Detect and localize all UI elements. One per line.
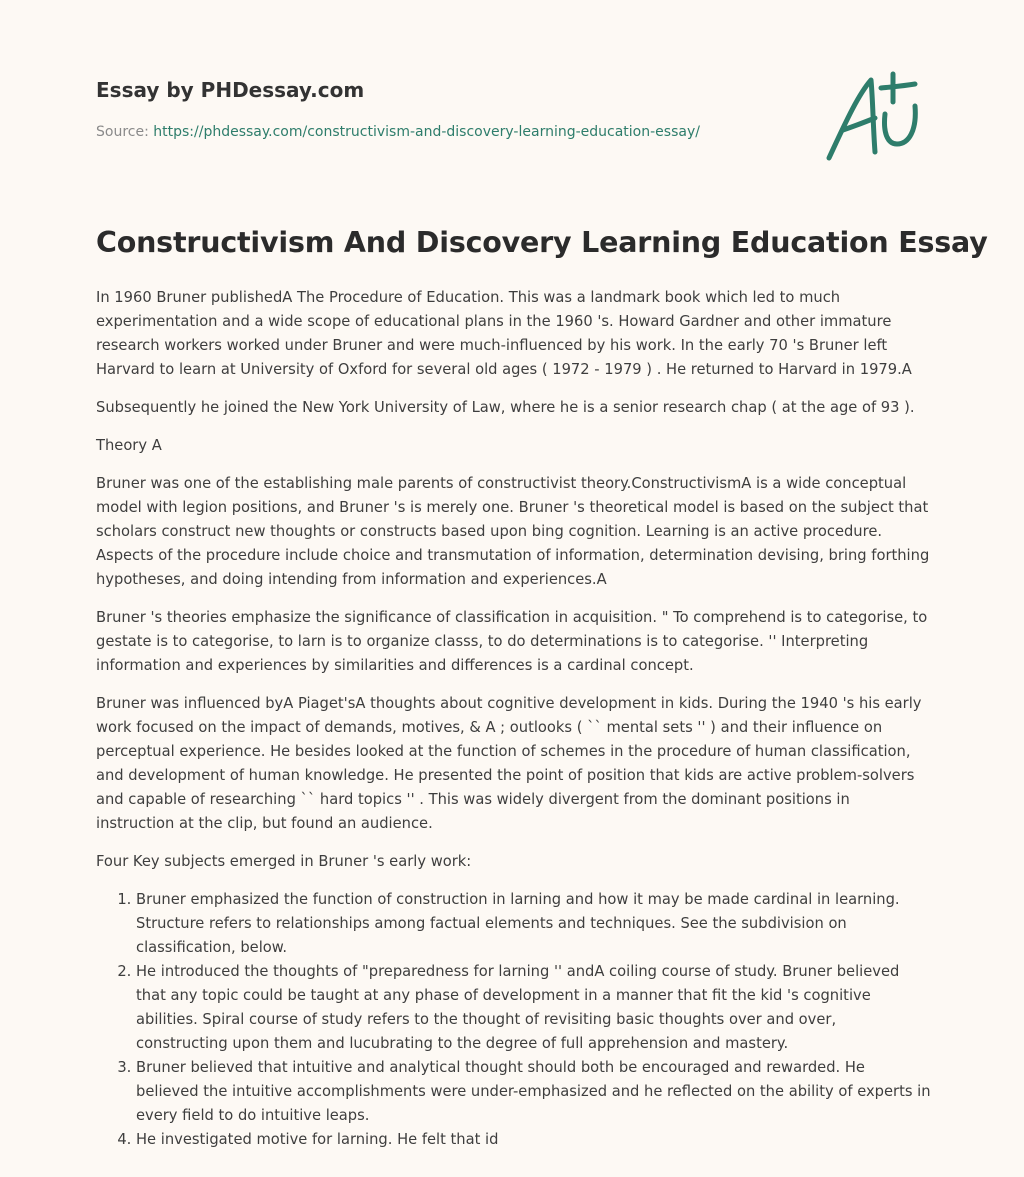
essay-page xyxy=(96,0,988,1148)
source-label: Source: xyxy=(96,124,154,140)
list-item: 2. He introduced the thoughts of "preparedness for larning '' andA coiling course of study. Bruner believed that any topic could be taught at any phase of development in a manner that fit the kid 's cognitive abilities. Spiral course of study refers to the thought of revisiting basic thoughts over and over, constructing upon them and lucubrating to the degree of full apprehension and mastery. xyxy=(136,960,932,1056)
essay-title: Constructivism And Discovery Learning Education Essay xyxy=(96,226,988,259)
a-plus-logo-icon xyxy=(823,68,927,164)
list-item: 3. Bruner believed that intuitive and analytical thought should both be encouraged and rewarded. He believed the intuitive accomplishments were under-emphasized and he reflected on the ability of experts in every field to do intuitive leaps. xyxy=(136,1056,932,1128)
source-link[interactable]: https://phdessay.com/constructivism-and-discovery-learning-education-essay/ xyxy=(153,124,700,140)
paragraph: Bruner was one of the establishing male parents of constructivist theory.ConstructivismA is a wide conceptual model with legion positions, and Bruner 's is merely one. Bruner 's theoretical model is based on the subject that scholars construct new thoughts or constructs based upon bing cognition. Learning is an active procedure. Aspects of the procedure include choice and transmutation of information, determination devising, bring forthing hypotheses, and doing intending from information and experiences.A xyxy=(96,475,930,588)
paragraph: Four Key subjects emerged in Bruner 's early work: xyxy=(96,853,472,870)
key-subjects-list xyxy=(96,888,932,1152)
page-header xyxy=(96,0,932,200)
site-brand: Essay by PHDessay.com xyxy=(96,78,365,102)
source-line xyxy=(96,124,700,140)
paragraph: Bruner 's theories emphasize the significance of classification in acquisition. " To comprehend is to categorise, to gestate is to categorise, to larn is to organize classs, to do determinations is to categorise. '' Interpreting information and experiences by similarities and differences is a cardinal concept. xyxy=(96,609,928,674)
essay-body xyxy=(96,286,932,1152)
list-item: 1. Bruner emphasized the function of construction in larning and how it may be made cardinal in learning. Structure refers to relationships among factual elements and techniques. See the subdivision on classification, below. xyxy=(136,888,932,960)
list-item: 4. He investigated motive for larning. He felt that id xyxy=(136,1128,932,1152)
paragraph: In 1960 Bruner publishedA The Procedure of Education. This was a landmark book which led to much experimentation and a wide scope of educational plans in the 1960 's. Howard Gardner and other immature research workers worked under Bruner and were much-influenced by his work. In the early 70 's Bruner left Harvard to learn at University of Oxford for several old ages ( 1972 - 1979 ) . He returned to Harvard in 1979.A xyxy=(96,289,912,378)
paragraph: Theory A xyxy=(96,437,162,454)
paragraph: Subsequently he joined the New York University of Law, where he is a senior research chap ( at the age of 93 ). xyxy=(96,399,915,416)
paragraph: Bruner was influenced byA Piaget'sA thoughts about cognitive development in kids. During the 1940 's his early work focused on the impact of demands, motives, & A ; outlooks ( `` mental sets '' ) and their influence on perceptual experience. He besides looked at the function of schemes in the procedure of human classification, and development of human knowledge. He presented the point of position that kids are active problem-solvers and capable of researching `` hard topics '' . This was widely divergent from the dominant positions in instruction at the clip, but found an audience. xyxy=(96,695,922,832)
